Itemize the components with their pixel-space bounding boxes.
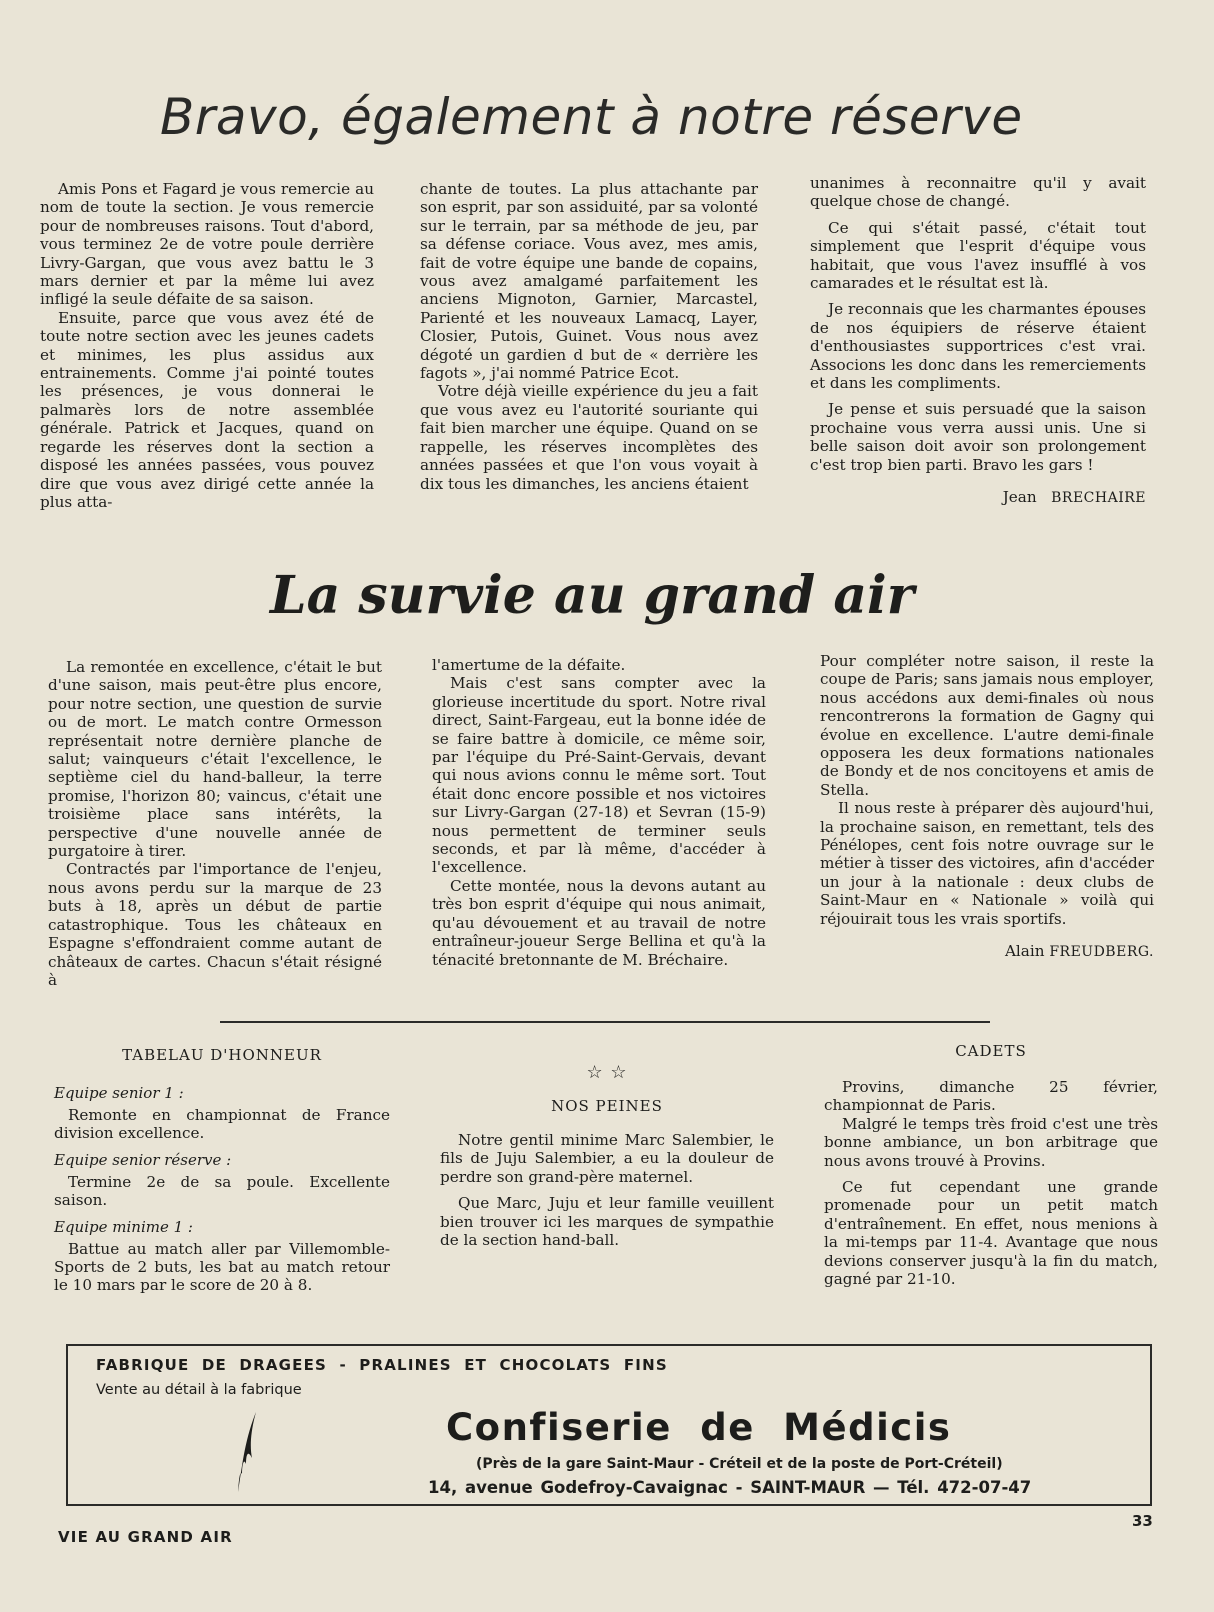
article1-column-1 bbox=[40, 180, 374, 511]
paragraph: Provins, dimanche 25 février, championnat de Paris. bbox=[824, 1078, 1158, 1115]
publication-name: VIE AU GRAND AIR bbox=[58, 1528, 233, 1546]
ad-location-note: (Près de la gare Saint-Maur - Créteil et de la poste de Port-Créteil) bbox=[476, 1456, 1003, 1472]
signature-first-name: Alain bbox=[1004, 942, 1045, 961]
honneur-section bbox=[54, 1046, 390, 1295]
cadets-section bbox=[824, 1042, 1158, 1288]
paragraph: Ensuite, parce que vous avez été de toute notre section avec les jeunes cadets et minimes, les plus assidus aux entrainements. Comme j'ai pointé toutes les présences, je vous donnerai le palmarès lors de notre assemblée générale. Patrick et Jacques, quand on regarde les réserves dont la section a disposé les années passées, vous pouvez dire que vous avez dirigé cette année la plus atta- bbox=[40, 308, 374, 511]
paragraph: chante de toutes. La plus attachante par son esprit, par son assiduité, par sa volonté sur le terrain, par sa méthode de jeu, par sa défense coriace. Vous avez, mes amis, fait de votre équipe une bande de copains, vous avez amalgamé parfaitement les anciens Mignoton, Garnier, Marcastel, Parienté et les nouveaux Lamacq, Layer, Closier, Putois, Guinet. Vous nous avez dégoté un gardien d but de « derrière les fagots », j'ai nommé Patrice Ecot. bbox=[420, 180, 758, 383]
honneur-text: Termine 2e de sa poule. Excellente saison. bbox=[54, 1172, 390, 1210]
paragraph: Malgré le temps très froid c'est une très bonne ambiance, un bon arbitrage que nous avons trouvé à Provins. bbox=[824, 1114, 1158, 1170]
cadets-heading: CADETS bbox=[955, 1042, 1027, 1060]
honneur-text: Remonte en championnat de France division excellence. bbox=[54, 1106, 390, 1143]
star-icons: ☆ ☆ bbox=[586, 1062, 628, 1083]
paragraph: l'amertume de la défaite. bbox=[432, 656, 626, 674]
signature-last-name: BRECHAIRE bbox=[1051, 490, 1146, 507]
paragraph: Votre déjà vieille expérience du jeu a fait que vous avez eu l'autorité souriante qui fait bien marcher une équipe. Quand on se rappelle, les réserves incomplètes des années passées et que l'on vous voyait à dix tous les dimanches, les anciens étaient bbox=[420, 382, 758, 493]
ad-retail-note: Vente au détail à la fabrique bbox=[96, 1382, 302, 1398]
article2-column-2 bbox=[432, 656, 766, 969]
paragraph: Contractés par l'importance de l'enjeu, nous avons perdu sur la marque de 23 buts à 18, après un début de partie catastrophique. Tous les châteaux en Espagne s'effondraient comme autant de châteaux de cartes. Chacun s'était résigné à bbox=[48, 860, 382, 989]
article1-column-2 bbox=[420, 180, 758, 493]
honneur-heading: TABELAU D'HONNEUR bbox=[122, 1046, 322, 1064]
article2-column-3 bbox=[820, 652, 1154, 962]
paragraph: Notre gentil minime Marc Salembier, le fils de Juju Salembier, a eu la douleur de perdre son grand-père maternel. bbox=[440, 1131, 774, 1186]
ad-company-name: Confiserie de Médicis bbox=[446, 1406, 952, 1449]
paragraph: Amis Pons et Fagard je vous remercie au nom de toute la section. Je vous remercie pour de nombreuses raisons. Tout d'abord, vous terminez 2e de votre poule derrière Livry-Gargan, que vous avez battu le 3 mars dernier et par la même lui avez infligé la seule défaite de sa saison. bbox=[40, 180, 374, 309]
paragraph: Mais c'est sans compter avec la glorieuse incertitude du sport. Notre rival direct, Saint-Fargeau, eut la bonne idée de se faire battre à domicile, ce même soir, par l'équipe du Pré-Saint-Gervais, devant qui nous avions connu le même sort. Tout était donc encore possible et nos victoires sur Livry-Gargan (27-18) et Sevran (15-9) nous permettent de terminer seuls seconds, et par là même, d'accéder à l'excellence. bbox=[432, 674, 766, 877]
paragraph: Ce qui s'était passé, c'était tout simplement que l'esprit d'équipe vous habitait, que vous l'avez insufflé à vos camarades et le résultat est là. bbox=[810, 218, 1146, 293]
paragraph: Que Marc, Juju et leur famille veuillent bien trouver ici les marques de sympathie de la section hand-ball. bbox=[440, 1194, 774, 1250]
paragraph: Je reconnais que les charmantes épouses de nos équipiers de réserve étaient d'enthousiastes supportrices c'est vrai. Associons les donc dans les remerciements et dans les compliments. bbox=[810, 300, 1146, 393]
signature-last-name: FREUDBERG. bbox=[1049, 944, 1154, 961]
honneur-label: Equipe minime 1 : bbox=[54, 1217, 193, 1236]
article1-column-3 bbox=[810, 174, 1146, 508]
advertisement-box bbox=[66, 1344, 1152, 1506]
peines-section bbox=[440, 1062, 774, 1249]
paragraph: Pour compléter notre saison, il reste la coupe de Paris; sans jamais nous employer, nous accédons aux demi-finales où nous rencontrerons la formation de Gagny qui évolue en excellence. L'autre demi-finale opposera les deux formations nationales de Bondy et de nos concitoyens et amis de Stella. bbox=[820, 652, 1154, 799]
section-divider bbox=[220, 1021, 990, 1023]
ad-tagline: FABRIQUE DE DRAGEES - PRALINES ET CHOCOLATS FINS bbox=[96, 1356, 668, 1374]
article2-title: La survie au grand air bbox=[270, 565, 915, 626]
paragraph: Cette montée, nous la devons autant au très bon esprit d'équipe qui nous animait, qu'au dévouement et au travail de notre entraîneur-joueur Serge Bellina et qu'à la ténacité bretonnante de M. Bréchaire. bbox=[432, 876, 766, 969]
article1-title: Bravo, également à notre réserve bbox=[160, 88, 1023, 146]
honneur-text: Battue au match aller par Villemomble-Sports de 2 buts, les bat au match retour le 10 mars par le score de 20 à 8. bbox=[54, 1239, 390, 1295]
signature-first-name: Jean bbox=[1002, 488, 1037, 507]
feather-quill-icon bbox=[228, 1408, 264, 1494]
paragraph: Ce fut cependant une grande promenade pour un petit match d'entraînement. En effet, nous menions à la mi-temps par 11-4. Avantage que nous devions conserver jusqu'à la fin du match, gagné par 21-10. bbox=[824, 1178, 1158, 1289]
paragraph: Je pense et suis persuadé que la saison prochaine vous verra aussi unis. Une si belle saison doit avoir son prolongement c'est trop bien parti. Bravo les gars ! bbox=[810, 400, 1146, 474]
paragraph: La remontée en excellence, c'était le but d'une saison, mais peut-être plus encore, pour notre section, une question de survie ou de mort. Le match contre Ormesson représentait notre dernière planche de salut; vainqueurs c'était l'excellence, le septième ciel du hand-balleur, la terre promise, l'horizon 80; vaincus, c'était une troisième place sans intérêts, la perspective d'une nouvelle année de purgatoire à tirer. bbox=[48, 658, 382, 861]
article2-signature bbox=[820, 942, 1154, 961]
article2-column-1 bbox=[48, 658, 382, 989]
page-number: 33 bbox=[1132, 1512, 1153, 1530]
paragraph: unanimes à reconnaitre qu'il y avait quelque chose de changé. bbox=[810, 174, 1146, 211]
honneur-label: Equipe senior 1 : bbox=[54, 1084, 184, 1102]
ad-address: 14, avenue Godefroy-Cavaignac - SAINT-MAUR — Tél. 472-07-47 bbox=[428, 1478, 1032, 1497]
paragraph: Il nous reste à préparer dès aujourd'hui, la prochaine saison, en remettant, tels des Pénélopes, cent fois notre ouvrage sur le métier à tisser des victoires, afin d'accéder un jour à la nationale : deux clubs de Saint-Maur en « Nationale » voilà qui réjouirait tous les vrais sportifs. bbox=[820, 799, 1154, 928]
peines-heading: NOS PEINES bbox=[551, 1097, 663, 1115]
honneur-label: Equipe senior réserve : bbox=[54, 1150, 232, 1169]
article1-signature bbox=[810, 488, 1146, 507]
